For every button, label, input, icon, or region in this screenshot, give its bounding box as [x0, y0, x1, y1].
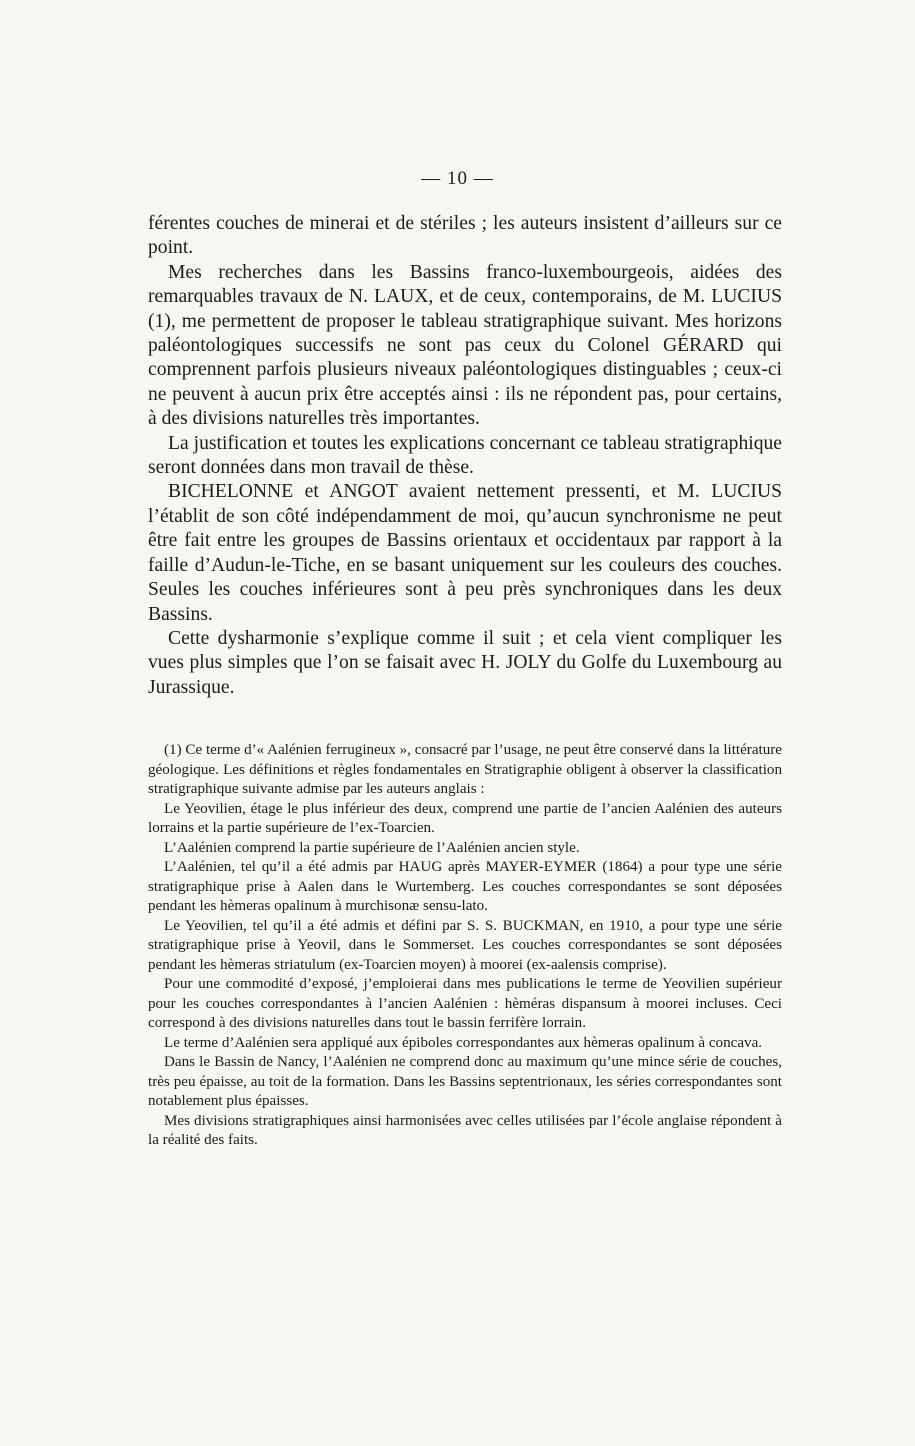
footnote: (1) Ce terme d’« Aalénien ferrugineux », consacré par l’usage, ne peut être conservé dans la littérature géologique. Les définitions et règles fondamentales en Stratigraphie obligent à observer la classification stratigraphique suivante admise par les auteurs anglais : — [148, 742, 782, 797]
footnote: Le Yeovilien, tel qu’il a été admis et défini par S. S. BUCKMAN, en 1910, a pour type une série stratigraphique prise à Yeovil, dans le Sommerset. Les couches correspondantes se sont déposées pendant les hèmeras striatulum (ex-Toarcien moyen) à moorei (ex-aalensis comprise). — [148, 917, 782, 973]
paragraph: Mes recherches dans les Bassins franco-luxembourgeois, aidées des remarquables travaux de N. LAUX, et de ceux, contemporains, de M. LUCIUS (1), me permettent de proposer le tableau stratigraphique suivant. Mes horizons paléontologiques successifs ne sont pas ceux du Colonel GÉRARD qui comprennent parfois plusieurs niveaux paléontologiques distinguables ; ceux-ci ne peuvent à aucun prix être acceptés ainsi : ils ne répondent pas, pour certains, à des divisions naturelles très importantes. — [148, 261, 782, 430]
footnote: L’Aalénien, tel qu’il a été admis par HAUG après MAYER-EYMER (1864) a pour type une série stratigraphique prise à Aalen dans le Wurtemberg. Les couches correspondantes se sont déposées pendant les hèmeras opalinum à murchisonæ sensu-lato. — [148, 859, 782, 914]
paragraph: Cette dysharmonie s’explique comme il suit ; et cela vient compliquer les vues plus simples que l’on se faisait avec H. JOLY du Golfe du Luxembourg au Jurassique. — [148, 627, 782, 698]
paragraph: BICHELONNE et ANGOT avaient nettement pressenti, et M. LUCIUS l’établit de son côté indépendamment de moi, qu’aucun synchronisme ne peut être fait entre les groupes de Bassins orientaux et occidentaux par rapport à la faille d’Audun-le-Tiche, en se basant uniquement sur les couleurs des couches. Seules les couches inférieures sont à peu près synchroniques dans les deux Bassins. — [148, 481, 782, 625]
footnotes — [148, 741, 782, 1151]
footnote: Mes divisions stratigraphiques ainsi harmonisées avec celles utilisées par l’école anglaise répondent à la réalité des faits. — [148, 1112, 782, 1148]
footnote: Dans le Bassin de Nancy, l’Aalénien ne comprend donc au maximum qu’une mince série de couches, très peu épaisse, au toit de la formation. Dans les Bassins septentrionaux, les séries correspondantes sont notablement plus épaisses. — [148, 1054, 782, 1109]
footnote: Pour une commodité d’exposé, j’emploierai dans mes publications le terme de Yeovilien supérieur pour les couches correspondantes à l’ancien Aalénien : hèméras dispansum à moorei incluses. Ceci correspond à des divisions naturelles dans tout le bassin ferrifère lorrain. — [148, 976, 782, 1031]
footnote: Le Yeovilien, étage le plus inférieur des deux, comprend une partie de l’ancien Aalénien des auteurs lorrains et la partie supérieure de l’ex-Toarcien. — [148, 800, 782, 836]
main-text — [148, 212, 782, 700]
page-number: — 10 — — [421, 168, 494, 189]
paragraph: La justification et toutes les explications concernant ce tableau stratigraphique seront données dans mon travail de thèse. — [148, 432, 782, 479]
paragraph: férentes couches de minerai et de stériles ; les auteurs insistent d’ailleurs sur ce point. — [148, 213, 782, 259]
footnote: Le terme d’Aalénien sera appliqué aux épiboles correspondantes aux hèmeras opalinum à concava. — [164, 1034, 763, 1051]
footnote: L’Aalénien comprend la partie supérieure de l’Aalénien ancien style. — [164, 839, 580, 856]
